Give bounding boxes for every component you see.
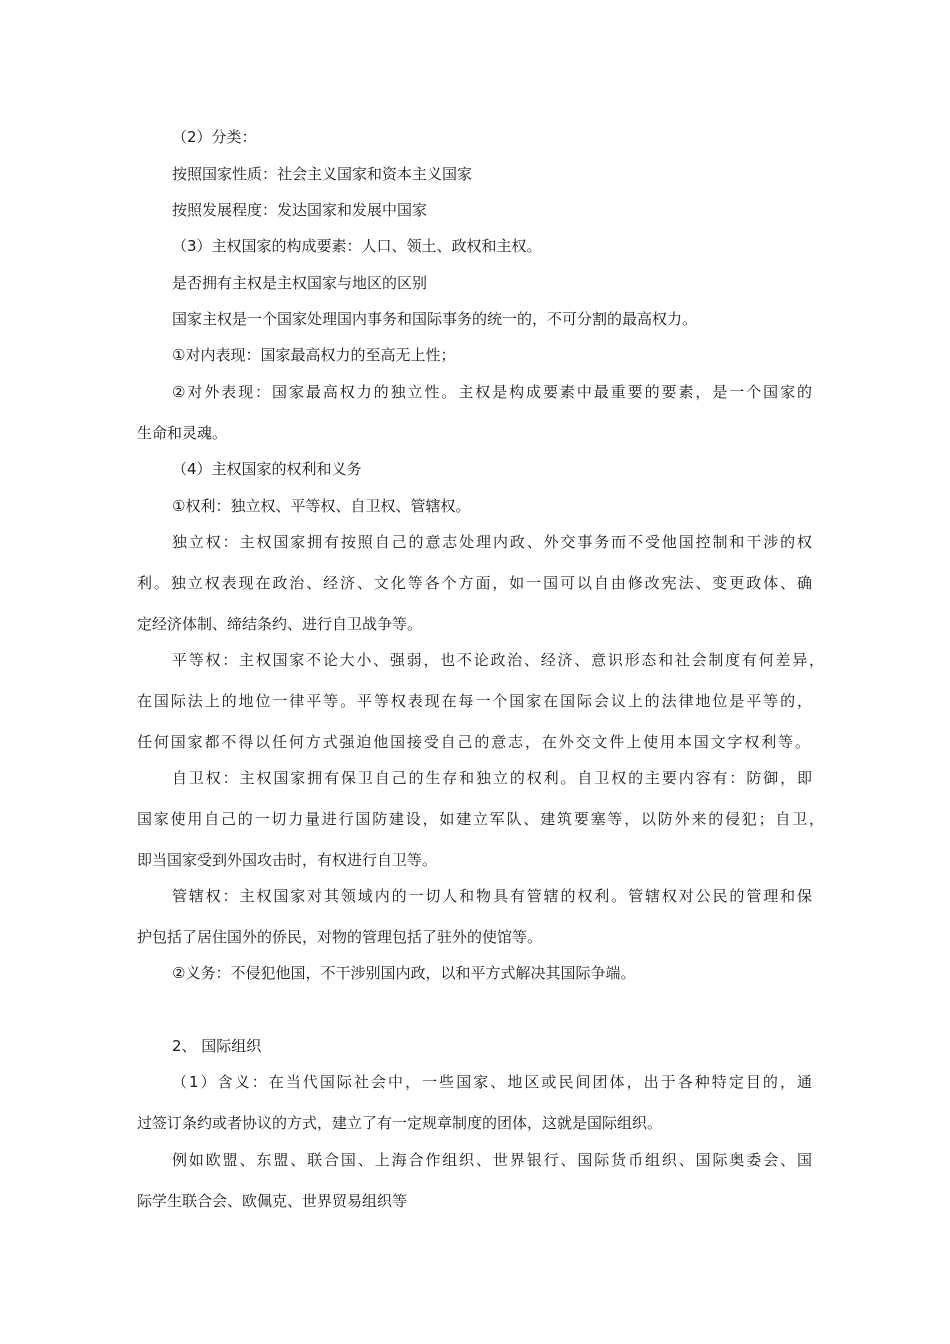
independence-right: 独立权：主权国家拥有按照自己的意志处理内政、外交事务而不受他国控制和干涉的权 <box>172 533 812 551</box>
classification-by-development: 按照发展程度：发达国家和发展中国家 <box>172 201 428 219</box>
independence-right-cont-1: 利。独立权表现在政治、经济、文化等各个方面，如一国可以自由修改宪法、变更政体、确 <box>137 574 812 592</box>
independence-right-cont-2: 定经济体制、缔结条约、进行自卫战争等。 <box>137 615 423 633</box>
equality-right-cont-1: 在国际法上的地位一律平等。平等权表现在每一个国家在国际会议上的法律地位是平等的， <box>137 692 812 710</box>
jurisdiction-right: 管辖权：主权国家对其领域内的一切人和物具有管辖的权利。管辖权对公民的管理和保 <box>172 887 812 905</box>
rights-list: ①权利：独立权、平等权、自卫权、管辖权。 <box>172 497 471 515</box>
internal-manifestation: ①对内表现：国家最高权力的至高无上性； <box>172 346 456 364</box>
jurisdiction-right-cont: 护包括了居住国外的侨民，对物的管理包括了驻外的使馆等。 <box>137 928 543 946</box>
sovereignty-definition: 国家主权是一个国家处理国内事务和国际事务的统一的，不可分割的最高权力。 <box>172 310 698 328</box>
self-defense-right-cont-1: 国家使用自己的一切力量进行国防建设，如建立军队、建筑要塞等，以防外来的侵犯；自卫， <box>137 810 824 828</box>
classification-by-nature: 按照国家性质：社会主义国家和资本主义国家 <box>172 165 473 183</box>
organization-definition-cont: 过签订条约或者协议的方式，建立了有一定规章制度的团体，这就是国际组织。 <box>137 1114 663 1132</box>
obligations: ②义务：不侵犯他国，不干涉别国内政，以和平方式解决其国际争端。 <box>172 964 636 982</box>
organization-examples: 例如欧盟、东盟、联合国、上海合作组织、世界银行、国际货币组织、国际奥委会、国 <box>172 1151 812 1169</box>
equality-right: 平等权：主权国家不论大小、强弱，也不论政治、经济、意识形态和社会制度有何差异， <box>172 651 824 669</box>
sovereign-state-elements: （3）主权国家的构成要素：人口、领土、政权和主权。 <box>172 237 542 255</box>
sovereignty-distinction: 是否拥有主权是主权国家与地区的区别 <box>172 274 428 292</box>
self-defense-right-cont-2: 即当国家受到外国攻击时，有权进行自卫等。 <box>137 851 438 869</box>
external-manifestation: ②对外表现：国家最高权力的独立性。主权是构成要素中最重要的要素，是一个国家的 <box>172 383 812 401</box>
section-heading-international-organizations: 2、 国际组织 <box>172 1037 262 1055</box>
self-defense-right: 自卫权：主权国家拥有保卫自己的生存和独立的权利。自卫权的主要内容有：防御，即 <box>172 769 812 787</box>
equality-right-cont-2: 任何国家都不得以任何方式强迫他国接受自己的意志，在外交文件上使用本国文字权利等。 <box>137 733 810 751</box>
rights-obligations-heading: （4）主权国家的权利和义务 <box>172 460 362 478</box>
external-manifestation-cont: 生命和灵魂。 <box>137 424 228 442</box>
classification-heading: （2）分类： <box>172 128 257 146</box>
organization-examples-cont: 际学生联合会、欧佩克、世界贸易组织等 <box>137 1192 408 1210</box>
organization-definition: （1）含义：在当代国际社会中，一些国家、地区或民间团体，出于各种特定目的，通 <box>172 1073 812 1091</box>
